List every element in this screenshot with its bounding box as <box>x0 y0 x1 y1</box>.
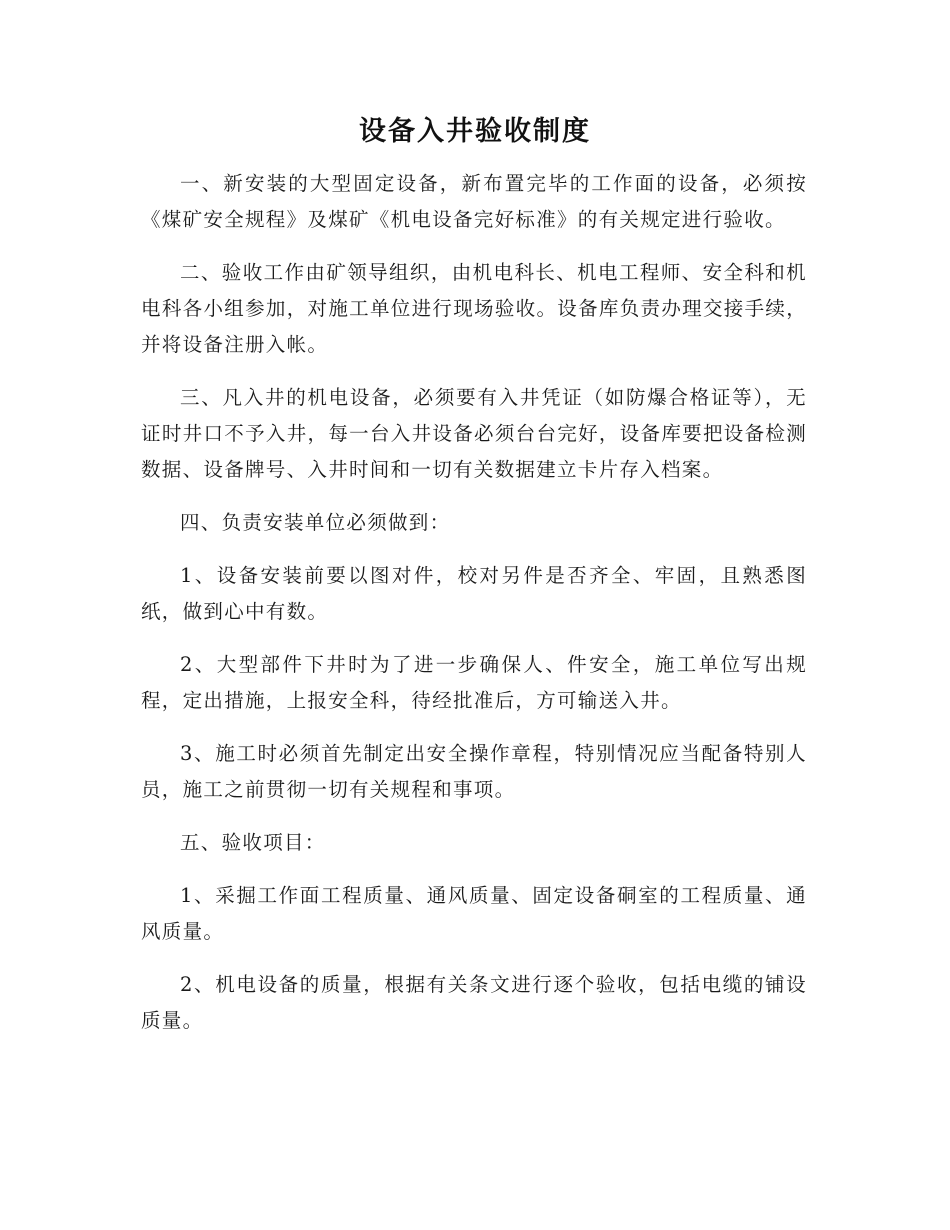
paragraph-section-1: 一、新安装的大型固定设备，新布置完毕的工作面的设备，必须按《煤矿安全规程》及煤矿《机电设备完好标准》的有关规定进行验收。 <box>141 172 807 231</box>
document-body <box>141 166 807 1056</box>
paragraph-item-5-1: 1、采掘工作面工程质量、通风质量、固定设备硐室的工程质量、通风质量。 <box>141 884 807 943</box>
paragraph-item-4-2: 2、大型部件下井时为了进一步确保人、件安全，施工单位写出规程，定出措施，上报安全科，待经批准后，方可输送入井。 <box>141 653 807 712</box>
paragraph-section-3: 三、凡入井的机电设备，必须要有入井凭证（如防爆合格证等），无证时井口不予入井，每一台入井设备必须台台完好，设备库要把设备检测数据、设备牌号、入井时间和一切有关数据建立卡片存入档案。 <box>141 386 807 481</box>
paragraph-item-4-3: 3、施工时必须首先制定出安全操作章程，特别情况应当配备特别人员，施工之前贯彻一切有关规程和事项。 <box>141 742 807 801</box>
paragraph-item-5-2: 2、机电设备的质量，根据有关条文进行逐个验收，包括电缆的铺设质量。 <box>141 973 807 1032</box>
document-title: 设备入井验收制度 <box>359 116 591 147</box>
paragraph-section-2: 二、验收工作由矿领导组织，由机电科长、机电工程师、安全科和机电科各小组参加，对施工单位进行现场验收。设备库负责办理交接手续，并将设备注册入帐。 <box>141 261 807 356</box>
paragraph-section-5-heading: 五、验收项目： <box>180 831 326 854</box>
paragraph-item-4-1: 1、设备安装前要以图对件，校对另件是否齐全、牢固，且熟悉图纸，做到心中有数。 <box>141 564 807 623</box>
paragraph-section-4-heading: 四、负责安装单位必须做到： <box>180 511 451 534</box>
